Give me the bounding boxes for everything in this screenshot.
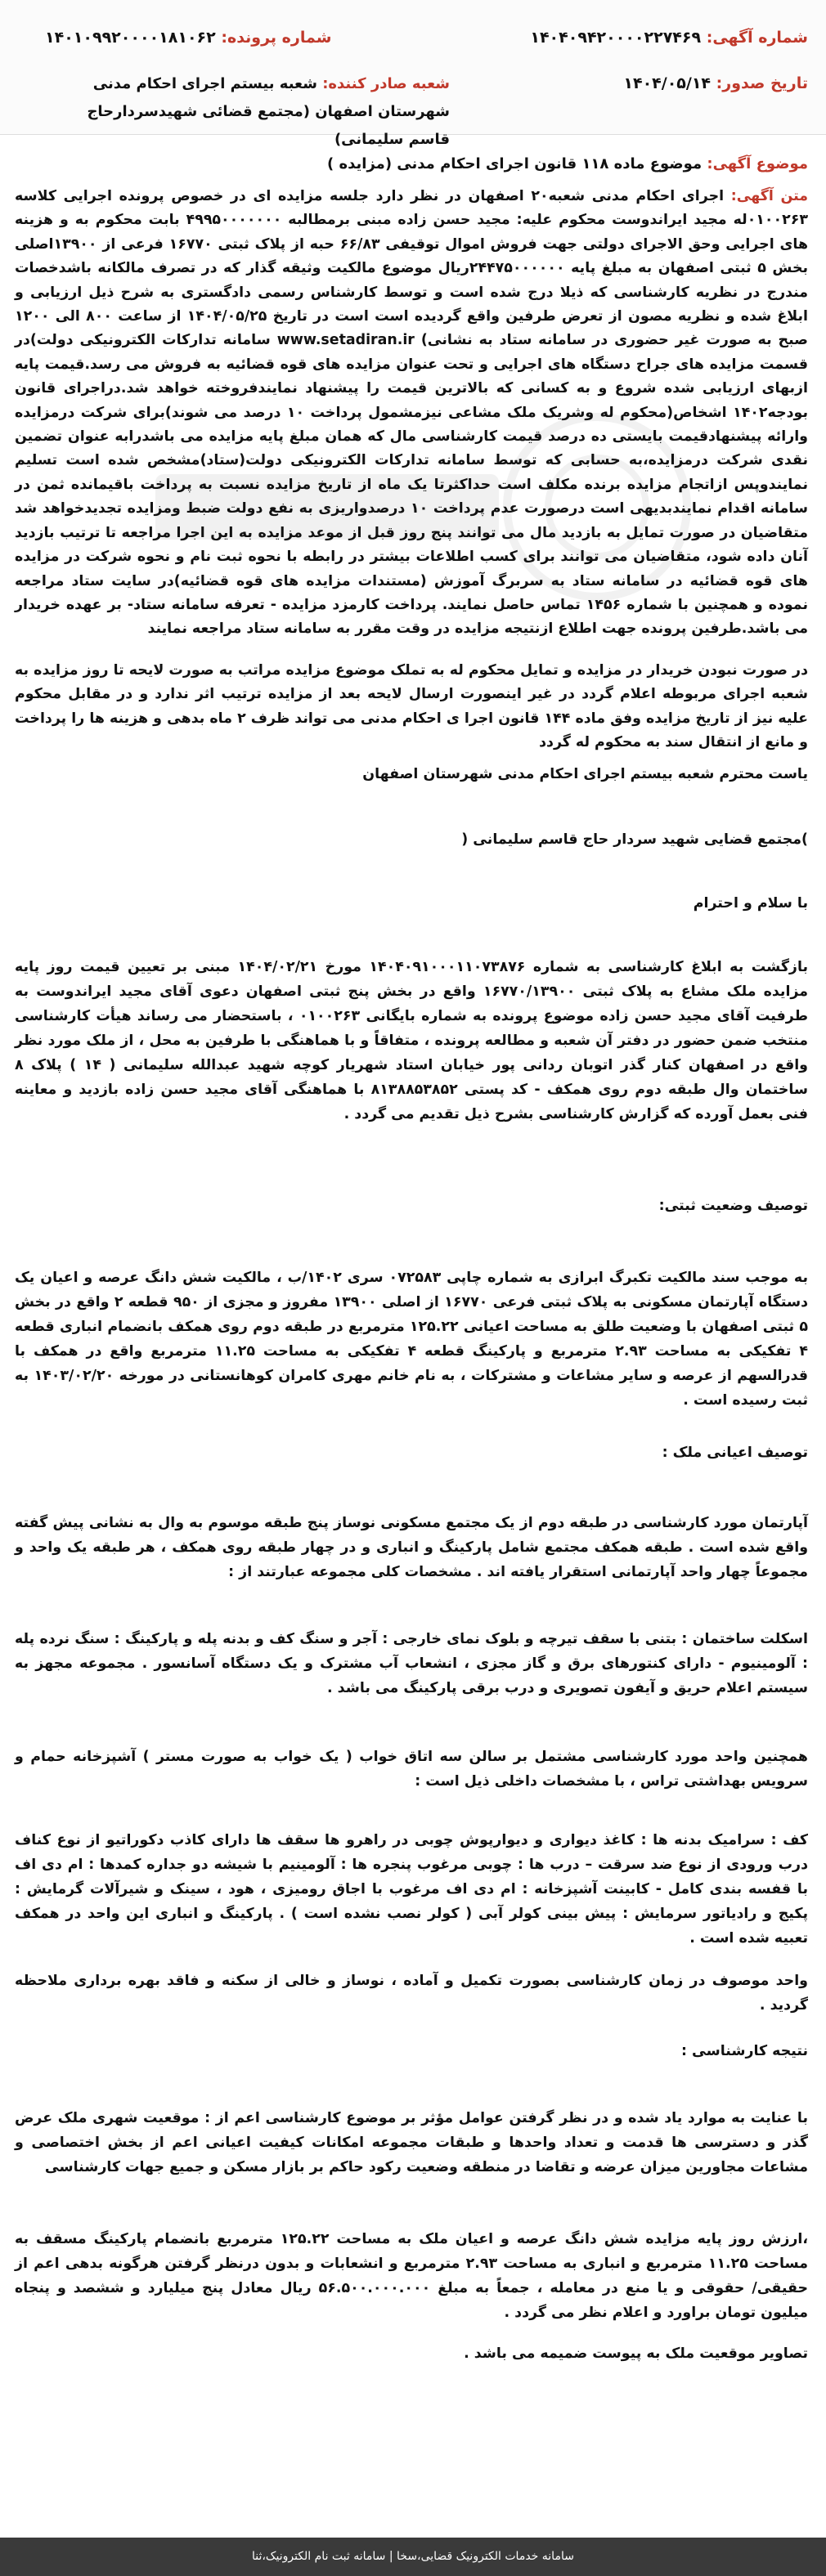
greeting: با سلام و احترام (693, 895, 808, 912)
registry-heading: توصیف وضعیت ثبتی: (658, 1198, 808, 1214)
report-intro: بازگشت به ابلاغ کارشناسی به شماره ۱۴۰۴۰۹۱۰۰۰۱۱۰۷۳۸۷۶ مورخ ۱۴۰۴/۰۲/۲۱ مبنی بر تعیین قیمت روز پایه مزایده ملک مشاع به پلاک ثبتی ۱۶۷۷۰/۱۳۹۰۰ واقع در بخش پنج ثبتی اصفهان دعوی آقای مجید ایراندوست به طرفیت آقای مجید حسن زاده موضوع پرونده به شماره بایگانی ۰۱۰۰۲۶۳ ، باستحضار می رساند هیأت کارشناسی منتخب ضمن حضور در دفتر آن شعبه و مطالعه پرونده ، متفاقاً و با هماهنگی با طرفین به محل ، از ملک مورد نظر واقع در اصفهان کنار گذر اتوبان ردانی پور خیابان استاد شهریار کوچه شهید عبدالله سلیمانی ( ۱۴ ) پلاک ۸ ساختمان وال طبقه دوم روی همکف - کد پستی ۸۱۳۸۸۵۳۸۵۲ با هماهنگی آقای مجید حسن زاده بازدید و معاینه فنی بعمل آورده که گزارش کارشناسی بشرح ذیل تقدیم می گردد . (15, 959, 809, 1122)
result-heading: نتیجه کارشناسی : (681, 2043, 808, 2059)
issuing-branch-label: شعبه صادر کننده: (322, 75, 450, 92)
valuation-statement: ،ارزش روز پایه مزایده شش دانگ عرصه و اعیان ملک به مساحت ۱۲۵.۲۲ مترمربع بانضمام پارکینگ مسقف به مساحت ۱۱.۲۵ مترمربع و انباری به مساحت ۲.۹۳ مترمربع و انشعابات و بدون درنظر گرفتن هرگونه بدهی اعم از حقیقی/ حقوقی و یا منع در معامله ، جمعاً به مبلغ ۵۶.۵۰۰.۰۰۰.۰۰۰ ریال معادل پنج میلیارد و ششصد و پنجاه میلیون تومان براورد و اعلام نظر می گردد . (15, 2231, 809, 2321)
case-number (45, 25, 331, 51)
issuing-branch (45, 70, 450, 154)
subject-label: موضوع آگهی: (707, 155, 808, 172)
attachment-note: تصاویر موقعیت ملک به پیوست ضمیمه می باشد . (464, 2345, 808, 2362)
unit-description: همچنین واحد مورد کارشناسی مشتمل بر سالن سه اتاق خواب ( یک خواب به صورت مستر ) آشپزخانه حمام و سرویس بهداشتی تراس ، با مشخصات داخلی ذیل است : (15, 1749, 808, 1790)
case-number-value: ۱۴۰۱۰۹۹۲۰۰۰۰۱۸۱۰۶۲ (45, 29, 216, 47)
body-label: متن آگهی: (730, 188, 809, 204)
issue-date-label: تاریخ صدور: (716, 74, 808, 92)
issuing-branch-value: شعبه بیستم اجرای احکام مدنی شهرستان اصفهان (مجتمع قضائی شهیدسردارحاج قاسم سلیمانی) (87, 75, 450, 148)
property-description: آپارتمان مورد کارشناسی در طبقه دوم از یک مجتمع مسکونی نوساز پنج طبقه موسوم به وال به نشانی پیش گفته واقع شده است . طبقه همکف مجتمع شامل پارکینگ و انباری و در چهار طبقه روی همکف ، هر طبقه یک واحد و مجموعاً چهار واحد آپارتمانی استقرار یافته اند . مشخصات کلی مجموعه عبارتند از : (15, 1515, 808, 1580)
issue-date (623, 70, 808, 96)
unit-status: واحد موصوف در زمان کارشناسی بصورت تکمیل و آماده ، نوساز و خالی از سکنه و فاقد بهره برداری ملاحظه گردید . (15, 1973, 808, 2014)
ad-number (530, 25, 808, 51)
subject-value: موضوع ماده ۱۱۸ قانون اجرای احکام مدنی (مزایده ) (327, 155, 703, 172)
ad-number-label: شماره آگهی: (706, 29, 808, 47)
structure-description: اسکلت ساختمان : بتنی با سقف تیرچه و بلوک نمای خارجی : آجر و سنگ کف و بدنه پله و پارکینگ : سنگ نرده پله : آلومینیوم - دارای کنتورهای برق و گاز مجزی ، انشعاب آب مشترک و یک دستگاه آسانسور . مجموعه مجهز به سیستم اعلام حریق و آیفون تصویری و درب برقی پارکینگ می باشد . (15, 1631, 808, 1696)
notice-subject (16, 152, 808, 177)
registry-description: به موجب سند مالکیت تکبرگ ابرازی به شماره چاپی ۰۷۲۵۸۳ سری ۱۴۰۲/ب ، مالکیت شش دانگ عرصه و اعیان یک دستگاه آپارتمان مسکونی به پلاک ثبتی فرعی ۱۶۷۷۰ از اصلی ۱۳۹۰۰ مفروز و مجزی از ۹۵۰ قطعه ۲ واقع در بخش ۵ ثبتی اصفهان با وضعیت طلق به مساحت اعیانی ۱۲۵.۲۲ مترمربع در طبقه دوم روی همکف بانضمام انباری قطعه ۴ تفکیکی به مساحت ۲.۹۳ مترمربع و پارکینگ قطعه ۴ تفکیکی به مساحت ۱۱.۲۵ مترمربع واقع در همکف با قدرالسهم از عرصه و سایر مشاعات و مشترکات ، به نام خانم مهری کامران کوهانستانی در مورخه ۱۴۰۳/۰۲/۲۰ به ثبت رسیده است . (15, 1270, 809, 1409)
auction-paragraph: اجرای احکام مدنی شعبه۲۰ اصفهان در نظر دارد جلسه مزایده ای در خصوص پرونده اجرایی کلاسه ۰۱۰۰۲۶۳له مجید ایراندوست محکوم علیه: مجید حسن زاده مبنی برمطالبه ۴۹۹۵۰۰۰۰۰۰۰ بابت محکوم به و هزینه های اجرایی وحق الاجرای دولتی جهت فروش اموال توقیفی ۶۶/۸۳ حبه از پلاک ثبتی ۱۶۷۷۰ فرعی از ۱۳۹۰۰اصلی بخش ۵ ثبتی اصفهان به مبلغ پایه ۲۴۴۷۵۰۰۰۰۰۰ریال موضوع مالکیت وثیقه گذار که در تصرف مالکانه باشدخصات مندرج در نظریه کارشناسی که ذیلا درج شده است و توسط کارشناس رسمی دادگستری به شرح ذیل ارزیابی و ابلاغ شده و نظریه مصون از تعرض طرفین واقع گردیده است است در تاریخ ۱۴۰۴/۰۵/۲۵ از ساعت ۸۰۰ الی ۱۲۰۰ صبح به صورت غیر حضوری در سامانه ستاد به نشانی) www.setadiran.ir سامانه تدارکات الکترونیکی دولت)در قسمت مزایده های جراح دستگاه های اجرایی و تحت عنوان مزایده های قوه قضائیه به فروش می رسد.قیمت پایه ازبهای ارزیابی شده شروع و به کسانی که بالاترین قیمت را پیشنهاد نمایندفروخته خواهد شد.دراجرای قانون بودجه۱۴۰۲ اشخاص(محکوم له وشریک ملک مشاعی نیزمشمول پرداخت ۱۰ درصد می شوند)برای شرکت درمزایده وارائه پیشنهادقیمت بایستی ده درصد قیمت کارشناسی مال که همان مبلغ پایه مزایده می باشدرابه عنوان تضمین نقدی شرکت درمزایده،به حسابی که توسط سامانه تدارکات الکترونیکی دولت(ستاد)مشخص شده است تسلیم نمایندوپس ازاتجام مزایده برنده مکلف است حداکثرتا یک ماه از تاریخ مزایده نسبت به پرداخت باقیمانده ثمن در سامانه اقدام نمایندبدیهی است درصورت عدم پرداخت ۱۰ درصدواریزی به نفع دولت ضبط ومزایده تجدیدخواهد شد متقاضیان در صورت تمایل به بازدید مال می توانند پنج روز قبل از موعد مزایده به این اجرا مراجعه تا ترتیب بازدید آنان داده شود، متقاضیان می توانند برای کسب اطلاعات بیشتر در رابطه با نحوه ثبت نام و نحوه شرکت در مزایده های قوه قضائیه در سامانه ستاد به سربرگ آموزش (مستندات مزایده های قوه قضائیه)در سایت ستاد مراجعه نموده و همچنین با شماره ۱۴۵۶ تماس حاصل نمایند. پرداخت کارمزد مزایده - تعرفه سامانه ستاد- بر عهده خریدار می باشد.طرفین پرونده جهت اطلاع ازنتیجه مزایده در وقت مقرر به سامانه ستاد مراجعه نمایند (15, 188, 809, 638)
judicial-complex: )مجتمع قضایی شهید سردار حاج قاسم سلیمانی ( (461, 831, 808, 848)
finishes-description: کف : سرامیک بدنه ها : کاغذ دیواری و دیوارپوش چوبی در راهرو ها سقف ها دارای کاذب دکوراتیو از نوع کناف درب ورودی از نوع ضد سرقت – درب ها : چوبی مرغوب پنجره ها : آلومینیم با شیشه دو جداره کمدها : ام دی اف با قفسه بندی کامل - کابینت آشپزخانه : ام دی اف مرغوب با اجاق رومیزی ، هود ، سینک و شیرآلات گرمایش : پکیج و رادیاتور سرمایش : پیش بینی کولر آبی ( کولر نصب نشده است ) . پارکینگ و انباری این واحد در همکف تعبیه شده است . (15, 1832, 808, 1947)
notice-header (0, 0, 826, 148)
case-number-label: شماره پرونده: (221, 29, 332, 47)
result-description: با عنایت به موارد یاد شده و در نظر گرفتن عوامل مؤثر بر موضوع کارشناسی اعم از : موقعیت شهری ملک عرض گذر و دسترسی ها قدمت و تعداد واحدها و طبقات مجموعه امکانات کیفیت اعیانی اعم از بخش اختصاصی و مشاعات مجاورین میزان عرضه و تقاضا در منطقه وضعیت رکود حاکم بر بازار مسکن و جمیع جهات کارشناسی (15, 2110, 808, 2175)
issue-date-value: ۱۴۰۴/۰۵/۱۴ (623, 74, 712, 92)
buyer-absence-paragraph: در صورت نبودن خریدار در مزایده و تمایل محکوم له به تملک موضوع مزایده مراتب به صورت لایحه تا روز مزایده به شعبه اجرای مربوطه اعلام گردد در غیر اینصورت ارسال لایحه بعد از مزایده ترتیب اثر ندارد و در مقابل محکوم علیه نیز از تاریخ مزایده وفق ماده ۱۴۴ قانون اجرا ی احکام مدنی می تواند ظرف ۲ ماه بدهی و هزینه ها را پرداخت و مانع از انتقال سند به محکوم له گردد (15, 662, 808, 751)
addressee-line: یاست محترم شعبه بیستم اجرای احکام مدنی شهرستان اصفهان (362, 766, 808, 782)
footer-links[interactable]: سامانه خدمات الکترونیک قضایی،سخا | سامانه ثبت نام الکترونیک،ثنا (252, 2550, 574, 2563)
notice-body (15, 185, 808, 642)
ad-number-value: ۱۴۰۴۰۹۴۲۰۰۰۰۲۲۷۴۶۹ (530, 29, 702, 47)
footer-bar (0, 2538, 826, 2576)
property-heading: توصیف اعیانی ملک : (662, 1445, 808, 1461)
